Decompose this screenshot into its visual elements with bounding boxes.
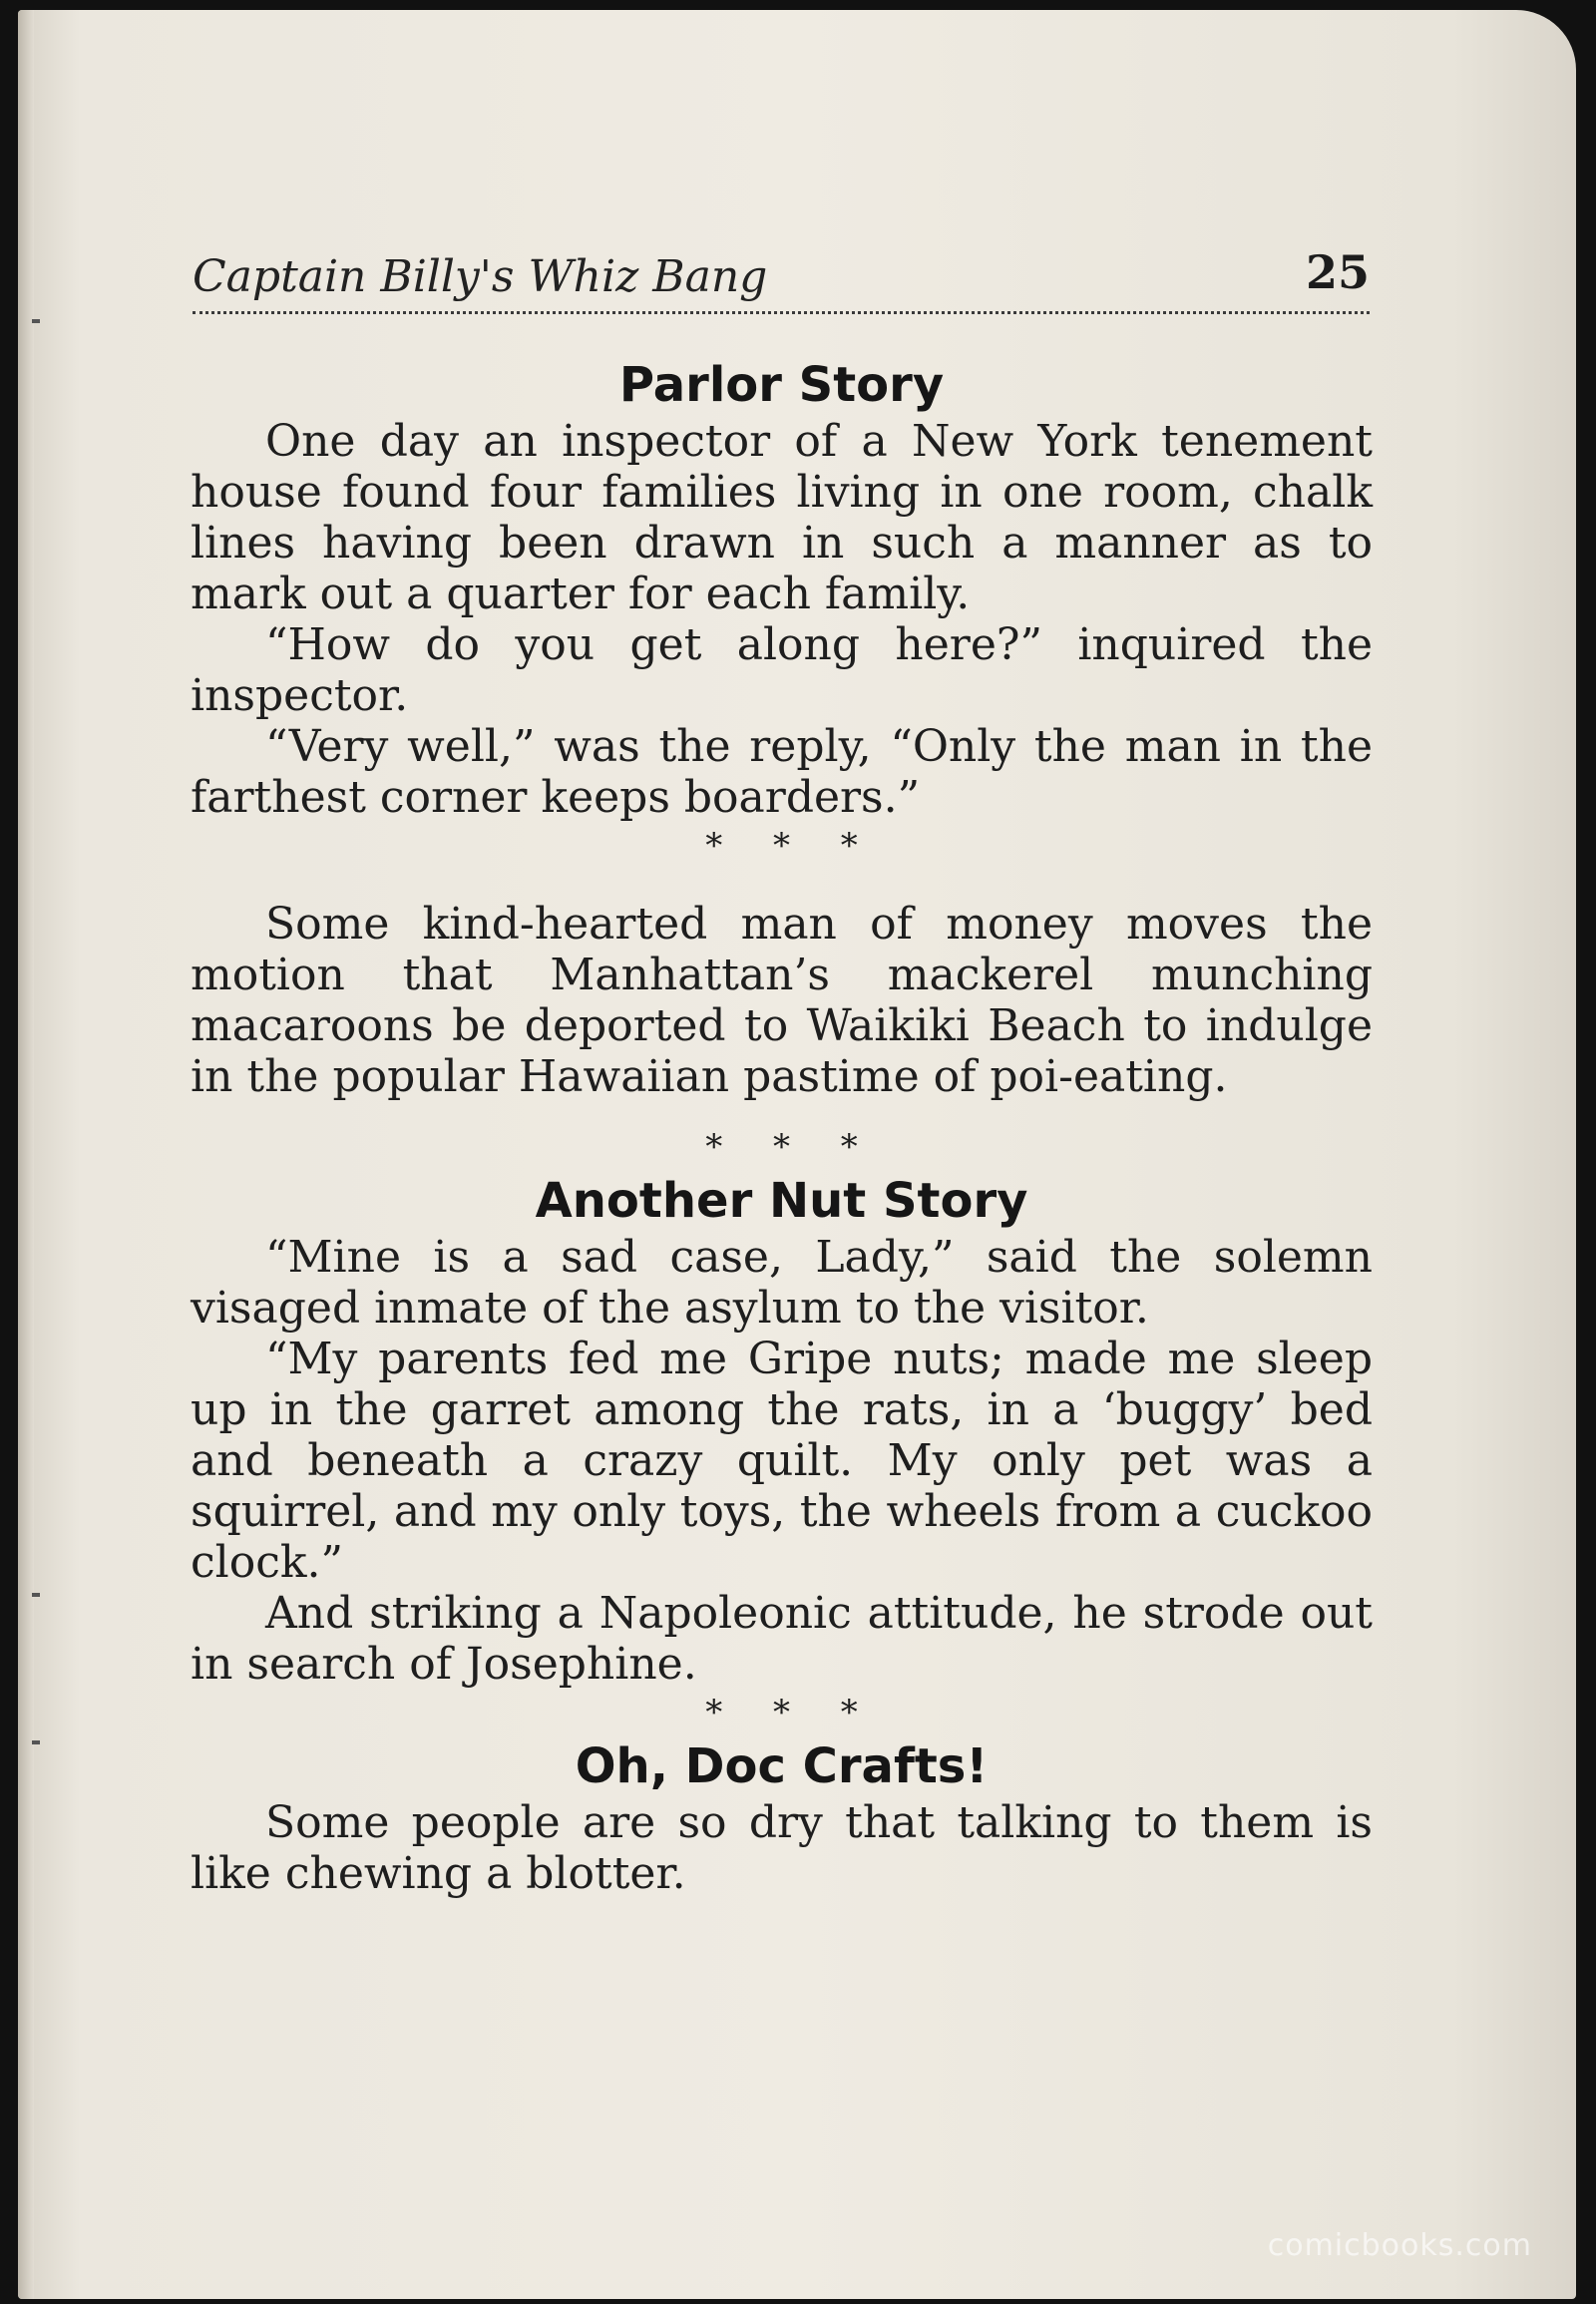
running-header <box>193 241 1370 314</box>
heading-oh-doc-crafts: Oh, Doc Crafts! <box>575 1738 989 1794</box>
binding-mark <box>32 319 40 323</box>
paragraph: “How do you get along here?” inquired the inspector. <box>191 619 1373 721</box>
site-watermark: comicbooks.com <box>1267 2228 1532 2263</box>
heading-another-nut-story: Another Nut Story <box>535 1173 1028 1229</box>
heading-parlor-story: Parlor Story <box>618 357 945 413</box>
paragraph: Some kind-hearted man of money moves the motion that Manhattan’s mackerel munching macaroons be deported to Waikiki Beach to indulge in the popular Hawaiian pastime of poi-eating. <box>191 899 1373 1102</box>
binding-mark <box>32 1740 40 1744</box>
paragraph: One day an inspector of a New York tenement house found four families living in one room, chalk lines having been drawn in such a manner as to mark out a quarter for each family. <box>191 416 1373 619</box>
paragraph: “Very well,” was the reply, “Only the man in the farthest corner keeps boarders.” <box>191 721 1373 823</box>
running-title: Captain Billy's Whiz Bang <box>193 251 768 302</box>
paragraph: And striking a Napoleonic attitude, he strode out in search of Josephine. <box>191 1588 1373 1690</box>
magazine-page <box>18 10 1576 2299</box>
binding-mark <box>32 1593 40 1597</box>
paragraph: Some people are so dry that talking to them is like chewing a blotter. <box>191 1797 1373 1899</box>
page-body <box>191 354 1373 1899</box>
paragraph: “My parents fed me Gripe nuts; made me sleep up in the garret among the rats, in a ‘buggy’ bed and beneath a crazy quilt. My only pet was a squirrel, and my only toys, the wheels from a cuckoo clock.” <box>191 1334 1373 1588</box>
section-separator: * * * <box>705 1693 858 1732</box>
page-number: 25 <box>1305 245 1370 299</box>
section-separator: * * * <box>705 1127 858 1167</box>
paragraph: “Mine is a sad case, Lady,” said the solemn visaged inmate of the asylum to the visitor. <box>191 1232 1373 1334</box>
page-spine <box>18 10 34 2299</box>
section-separator: * * * <box>705 826 858 866</box>
